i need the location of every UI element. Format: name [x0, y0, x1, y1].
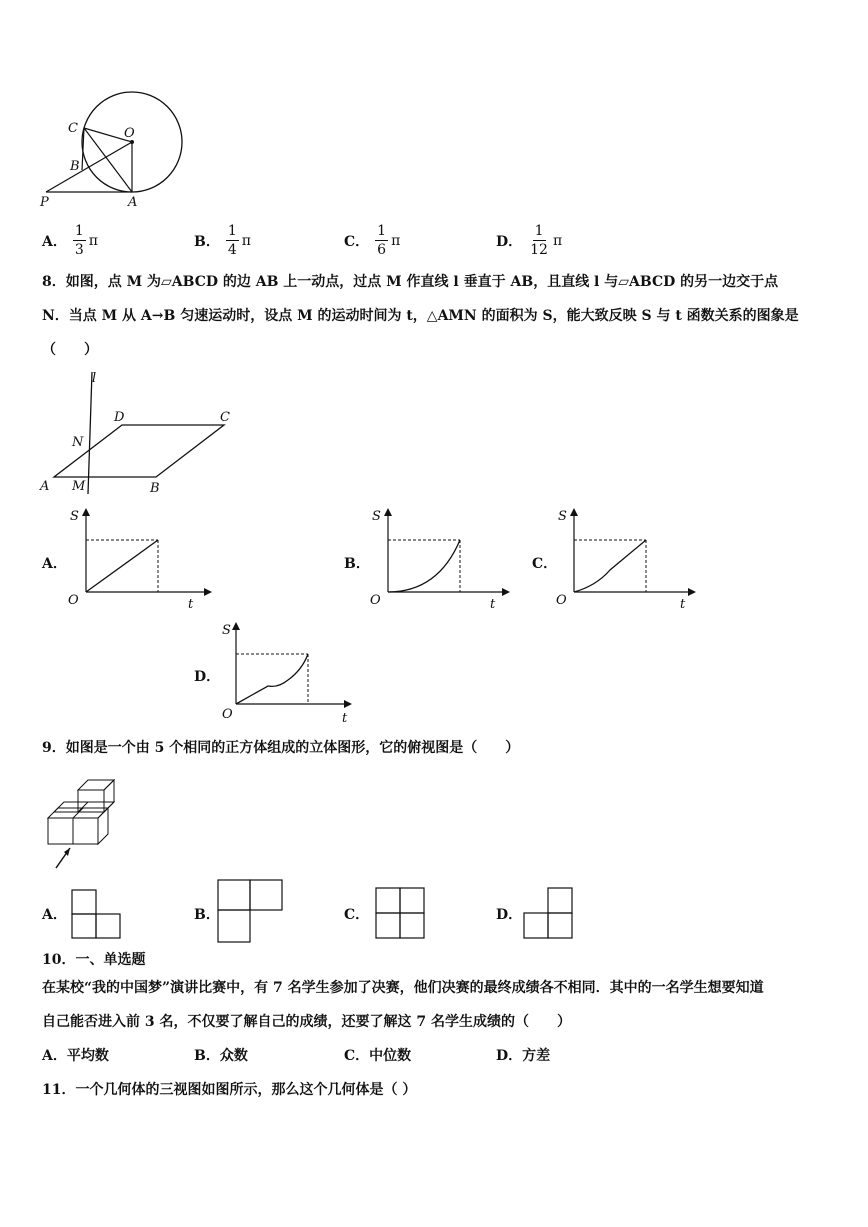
q8-d-axis-t: t [342, 711, 348, 724]
q8-option-a-graph[interactable] [64, 504, 214, 610]
q9-option-a-grid[interactable] [66, 886, 122, 942]
q7-label-c: C [68, 121, 78, 136]
q9-option-a-label[interactable]: A． [42, 907, 67, 923]
q9-option-c-grid[interactable] [372, 884, 430, 942]
q7-option-a[interactable]: A． $\frac{1}{3}$ π [42, 223, 98, 258]
q7-label-b: B [70, 159, 80, 174]
q9-option-d-label[interactable]: D． [496, 907, 523, 923]
q8-label-b: B [150, 481, 160, 496]
q8-option-c-label[interactable]: C． [532, 556, 558, 572]
q7-label-a: A [128, 195, 138, 210]
q9-text: 9．如图是一个由 5 个相同的正方体组成的立体图形，它的俯视图是（ ） [42, 740, 520, 756]
q8-c-axis-o: O [556, 593, 567, 608]
q8-label-a: A [40, 479, 50, 494]
q10-text-line2: 自己能否进入前 3 名，不仅要了解自己的成绩，还要了解这 7 名学生成绩的（ ） [42, 1014, 571, 1030]
q8-label-m: M [72, 479, 86, 494]
q7-option-b[interactable]: B． $\frac{1}{4}$ π [194, 223, 251, 258]
q8-option-b-label[interactable]: B． [344, 556, 370, 572]
q10-option-b[interactable]: B．众数 [194, 1048, 248, 1064]
q8-parallelogram-figure [36, 364, 236, 498]
q7-label-o: O [124, 126, 135, 141]
q8-label-c: C [220, 410, 230, 425]
q8-option-d-graph[interactable] [216, 618, 366, 724]
q8-a-axis-t: t [188, 597, 194, 610]
q10-header: 10．一、单选题 [42, 952, 146, 968]
q8-label-l: l [92, 371, 97, 386]
q8-text-line2: N．当点 M 从 A→B 匀速运动时，设点 M 的运动时间为 t，△AMN 的面积为 S，能大致反映 S 与 t 函数关系的图象是 [42, 308, 799, 324]
q10-text-line1: 在某校“我的中国梦”演讲比赛中，有 7 名学生参加了决赛，他们决赛的最终成绩各不相同．其中的一名学生想要知道 [42, 980, 764, 996]
q8-d-axis-s: S [222, 623, 231, 638]
q9-option-d-grid[interactable] [518, 884, 578, 942]
q7-label-p: P [40, 195, 49, 210]
q10-option-d[interactable]: D．方差 [496, 1048, 551, 1064]
q11-text: 11．一个几何体的三视图如图所示，那么这个几何体是（ ） [42, 1082, 417, 1098]
q7-option-c[interactable]: C． $\frac{1}{6}$ π [344, 223, 401, 258]
q9-option-c-label[interactable]: C． [344, 907, 370, 923]
q10-option-a[interactable]: A．平均数 [42, 1048, 109, 1064]
q8-b-axis-o: O [370, 593, 381, 608]
q8-c-axis-t: t [680, 597, 686, 610]
q8-option-d-label[interactable]: D． [194, 669, 221, 685]
q8-text-line3: （ ） [42, 342, 98, 358]
q8-a-axis-s: S [70, 509, 79, 524]
q8-b-axis-s: S [372, 509, 381, 524]
q8-d-axis-o: O [222, 707, 233, 722]
q8-option-c-graph[interactable] [552, 504, 702, 610]
q8-b-axis-t: t [490, 597, 496, 610]
q8-text-line1: 8．如图，点 M 为▱ABCD 的边 AB 上一动点，过点 M 作直线 l 垂直于 AB，且直线 l 与▱ABCD 的另一边交于点 [42, 274, 779, 290]
q10-option-c[interactable]: C．中位数 [344, 1048, 412, 1064]
q9-option-b-grid[interactable] [214, 876, 288, 946]
q8-label-n: N [72, 435, 84, 450]
q8-option-a-label[interactable]: A． [42, 556, 67, 572]
q8-label-d: D [114, 410, 125, 425]
q7-option-d[interactable]: D． $\frac{1}{12}$ π [496, 223, 563, 258]
q8-a-axis-o: O [68, 593, 79, 608]
q7-circle-figure [38, 86, 190, 212]
q9-option-b-label[interactable]: B． [194, 907, 220, 923]
q9-cubes-figure [40, 772, 122, 876]
q8-c-axis-s: S [558, 509, 567, 524]
q8-option-b-graph[interactable] [366, 504, 516, 610]
